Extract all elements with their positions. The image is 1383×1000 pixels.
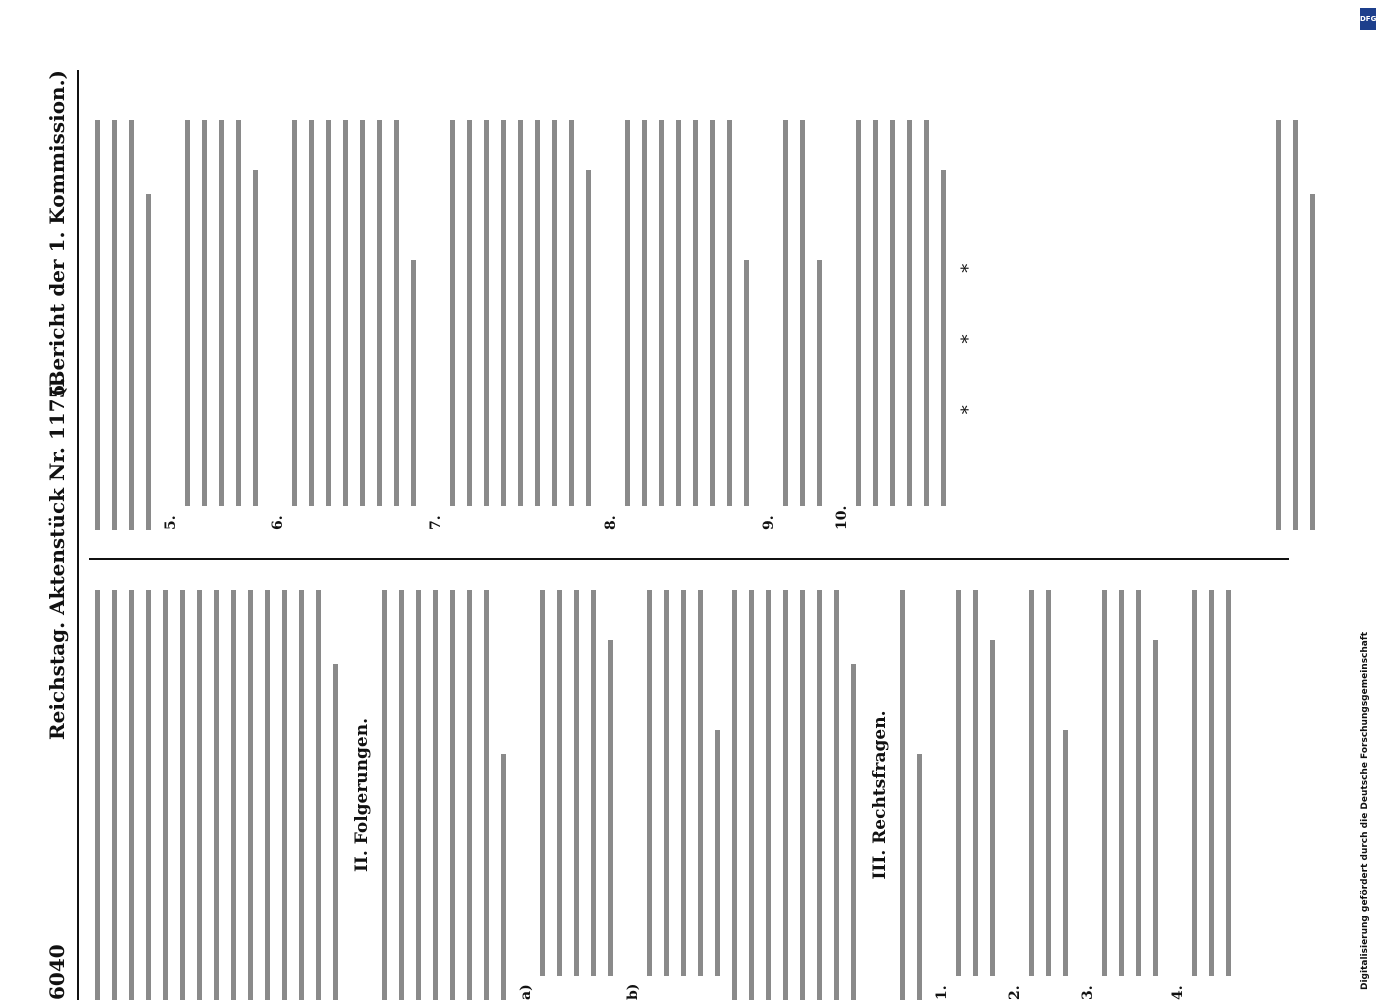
left-column — [89, 590, 1289, 1000]
section-heading: III. Rechtsfragen. — [870, 710, 890, 880]
list-item — [647, 590, 720, 1000]
header-subtitle: (Bericht der 1. Kommission.) — [45, 70, 69, 397]
list-item — [540, 590, 613, 1000]
list-item — [1192, 590, 1231, 1000]
page-header — [41, 70, 81, 1000]
list-marker: 5. — [163, 515, 179, 530]
list-item — [450, 120, 591, 530]
list-marker: 4. — [1170, 985, 1186, 1000]
list-marker: 8. — [603, 515, 619, 530]
page-number: 6040 — [45, 944, 69, 1000]
list-marker: 7. — [428, 515, 444, 530]
list-item — [1102, 590, 1158, 1000]
list-marker: 6. — [270, 515, 286, 530]
paragraph-block — [732, 590, 856, 1000]
list-marker: 9. — [761, 515, 777, 530]
digitization-note: Digitalisierung gefördert durch die Deutsche Forschungsgemeinschaft — [1360, 631, 1370, 990]
list-marker: 10. — [834, 505, 850, 530]
list-marker: 2. — [1007, 985, 1023, 1000]
footnote — [1276, 120, 1327, 530]
section-separator-stars: * * * — [958, 235, 979, 415]
document-page — [41, 70, 1351, 1000]
right-column — [89, 120, 1289, 530]
list-marker: b) — [625, 983, 641, 1000]
list-item — [856, 120, 946, 530]
digitization-margin-note — [1358, 0, 1378, 1000]
column-divider — [89, 558, 1289, 560]
list-marker: a) — [518, 984, 534, 1000]
paragraph-block — [382, 590, 506, 1000]
list-marker: 1. — [934, 985, 950, 1000]
list-item — [956, 590, 995, 1000]
list-item — [625, 120, 749, 530]
header-rule — [77, 70, 79, 1000]
section-heading: II. Folgerungen. — [352, 717, 372, 873]
list-item — [1029, 590, 1068, 1000]
list-item — [292, 120, 416, 530]
list-item — [783, 120, 822, 530]
paragraph-block — [900, 590, 922, 1000]
list-marker: 3. — [1080, 985, 1096, 1000]
paragraph-block — [95, 590, 338, 1000]
header-title: Reichstag. Aktenstück Nr. 1175. — [45, 377, 69, 740]
paragraph-block — [95, 120, 151, 530]
dfg-logo-icon: DFG — [1360, 8, 1376, 30]
list-item — [185, 120, 258, 530]
